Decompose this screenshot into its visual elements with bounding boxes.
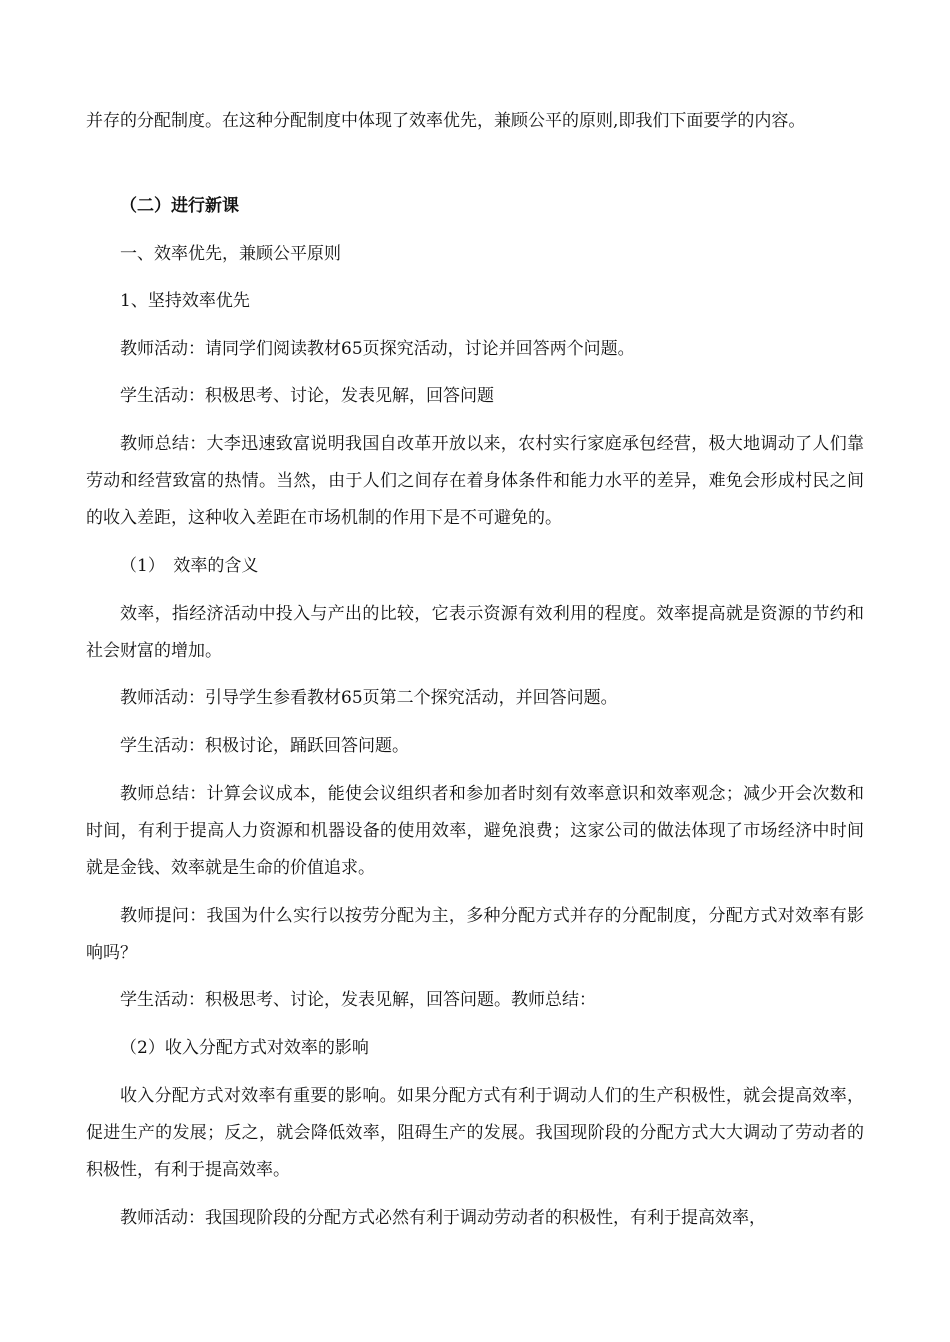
subheading-distribution-effect: （2）收入分配方式对效率的影响 (120, 1038, 369, 1058)
teacher-activity-2: 教师活动：引导学生参看教材65页第二个探究活动，并回答问题。 (120, 688, 618, 708)
teacher-summary-2: 教师总结：计算会议成本，能使会议组织者和参加者时刻有效率意识和效率观念；减少开会次数和时间，有利于提高人力资源和机器设备的使用效率，避免浪费；这家公司的做法体现了市场经济中时间就是金钱、效率就是生命的价值追求。 (86, 784, 864, 878)
teacher-summary-1: 教师总结：大李迅速致富说明我国自改革开放以来，农村实行家庭承包经营，极大地调动了人们靠劳动和经营致富的热情。当然，由于人们之间存在着身体条件和能力水平的差异，难免会形成村民之间的收入差距，这种收入差距在市场机制的作用下是不可避免的。 (86, 434, 864, 528)
subheading-efficiency-meaning: （1） 效率的含义 (120, 556, 259, 576)
teacher-activity-3: 教师活动：我国现阶段的分配方式必然有利于调动劳动者的积极性，有利于提高效率， (120, 1208, 766, 1228)
heading-efficiency-first: 1、坚持效率优先 (120, 291, 250, 311)
student-activity-1: 学生活动：积极思考、讨论，发表见解，回答问题 (120, 386, 494, 406)
distribution-effect-text: 收入分配方式对效率有重要的影响。如果分配方式有利于调动人们的生产积极性，就会提高效率，促进生产的发展；反之，就会降低效率，阻碍生产的发展。我国现阶段的分配方式大大调动了劳动者的积极性，有利于提高效率。 (86, 1086, 864, 1180)
efficiency-definition: 效率，指经济活动中投入与产出的比较，它表示资源有效利用的程度。效率提高就是资源的节约和社会财富的增加。 (86, 604, 864, 661)
teacher-question: 教师提问：我国为什么实行以按劳分配为主，多种分配方式并存的分配制度，分配方式对效率有影响吗？ (86, 906, 864, 963)
section-heading-new-lesson: （二）进行新课 (120, 196, 239, 216)
student-activity-2: 学生活动：积极讨论，踊跃回答问题。 (120, 736, 409, 756)
paragraph-continuation: 并存的分配制度。在这种分配制度中体现了效率优先，兼顾公平的原则,即我们下面要学的内容。 (86, 111, 806, 131)
student-activity-3: 学生活动：积极思考、讨论，发表见解，回答问题。教师总结： (120, 990, 596, 1010)
heading-principle: 一、效率优先，兼顾公平原则 (120, 244, 341, 264)
teacher-activity-1: 教师活动：请同学们阅读教材65页探究活动，讨论并回答两个问题。 (120, 339, 635, 359)
